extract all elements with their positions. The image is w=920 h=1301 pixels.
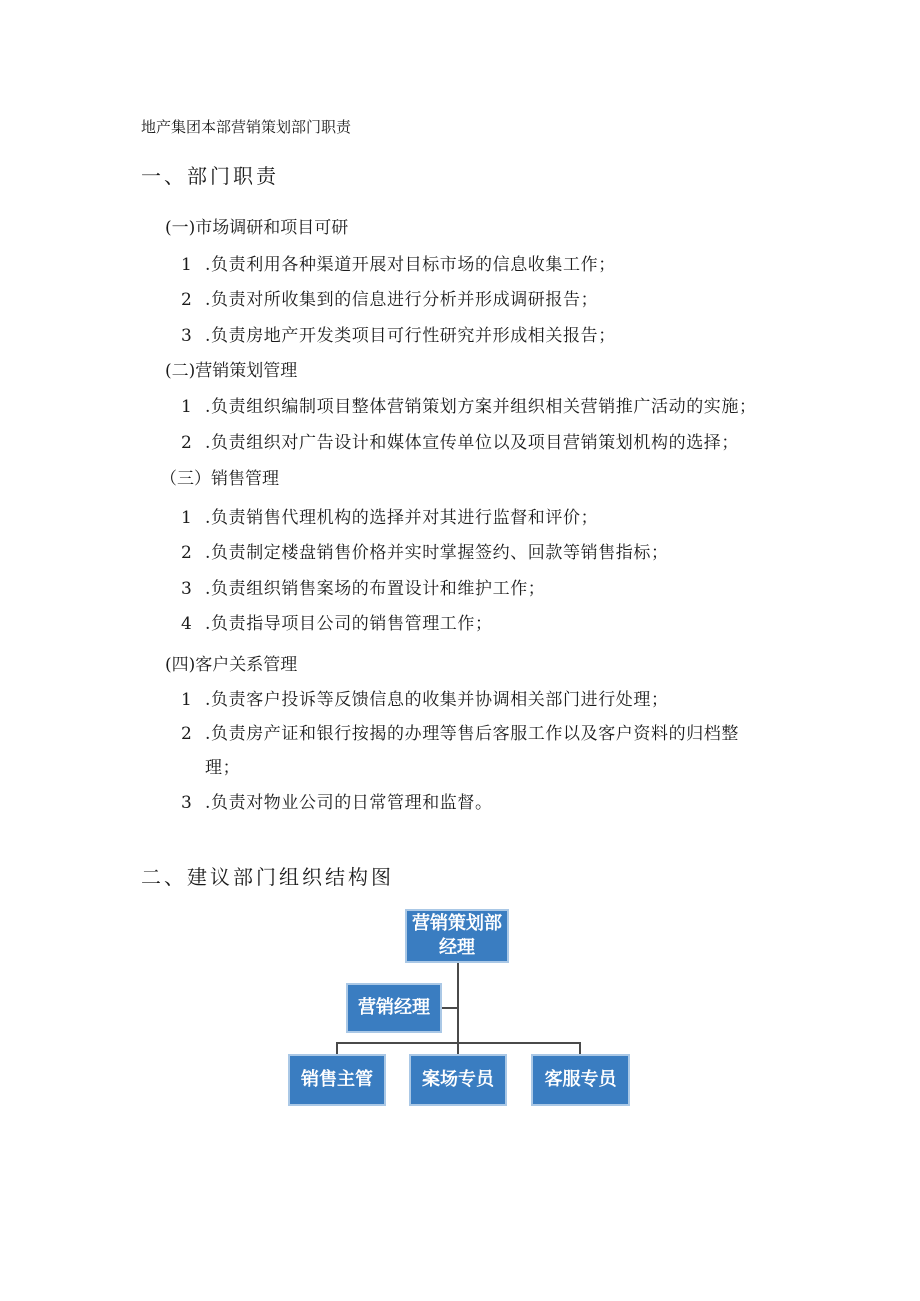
list-item: 3 .负责组织销售案场的布置设计和维护工作； [181,579,546,599]
list-item: 1 .负责客户投诉等反馈信息的收集并协调相关部门进行处理； [181,690,669,710]
list-item: 1 .负责销售代理机构的选择并对其进行监督和评价； [181,508,599,528]
list-item: 3 .负责对物业公司的日常管理和监督。 [181,793,493,813]
org-node-sales-supervisor: 销售主管 [288,1054,386,1106]
list-item: 2 .负责对所收集到的信息进行分析并形成调研报告； [181,290,599,310]
list-item: 4 .负责指导项目公司的销售管理工作； [181,614,493,634]
connector-assistant [440,1007,458,1009]
list-item: 2 .负责制定楼盘销售价格并实时掌握签约、回款等销售指标； [181,543,669,563]
section-heading-org-chart: 二、建议部门组织结构图 [141,865,394,889]
org-node-marketing-manager: 营销经理 [346,983,442,1033]
section-heading-duties: 一、部门职责 [141,164,279,188]
org-node-site-specialist: 案场专员 [409,1054,507,1106]
org-node-department-manager: 营销策划部 经理 [405,909,509,963]
group-title-marketing-planning: (二)营销策划管理 [165,361,298,381]
list-item: 3 .负责房地产开发类项目可行性研究并形成相关报告； [181,326,616,346]
group-title-sales-management: （三）销售管理 [160,469,279,489]
document-title: 地产集团本部营销策划部门职责 [141,118,352,136]
list-item: 2 .负责组织对广告设计和媒体宣传单位以及项目营销策划机构的选择； [181,433,740,453]
list-item: 1 .负责组织编制项目整体营销策划方案并组织相关营销推广活动的实施； [181,397,757,417]
org-node-customer-service-specialist: 客服专员 [531,1054,630,1106]
list-item: 2 .负责房产证和银行按揭的办理等售后客服工作以及客户资料的归档整 [181,724,740,744]
list-item-continuation: 理； [205,758,241,778]
connector-trunk [457,962,459,1043]
group-title-market-research: (一)市场调研和项目可研 [165,218,349,238]
group-title-customer-relations: (四)客户关系管理 [165,655,298,675]
list-item: 1 .负责利用各种渠道开展对目标市场的信息收集工作； [181,255,616,275]
